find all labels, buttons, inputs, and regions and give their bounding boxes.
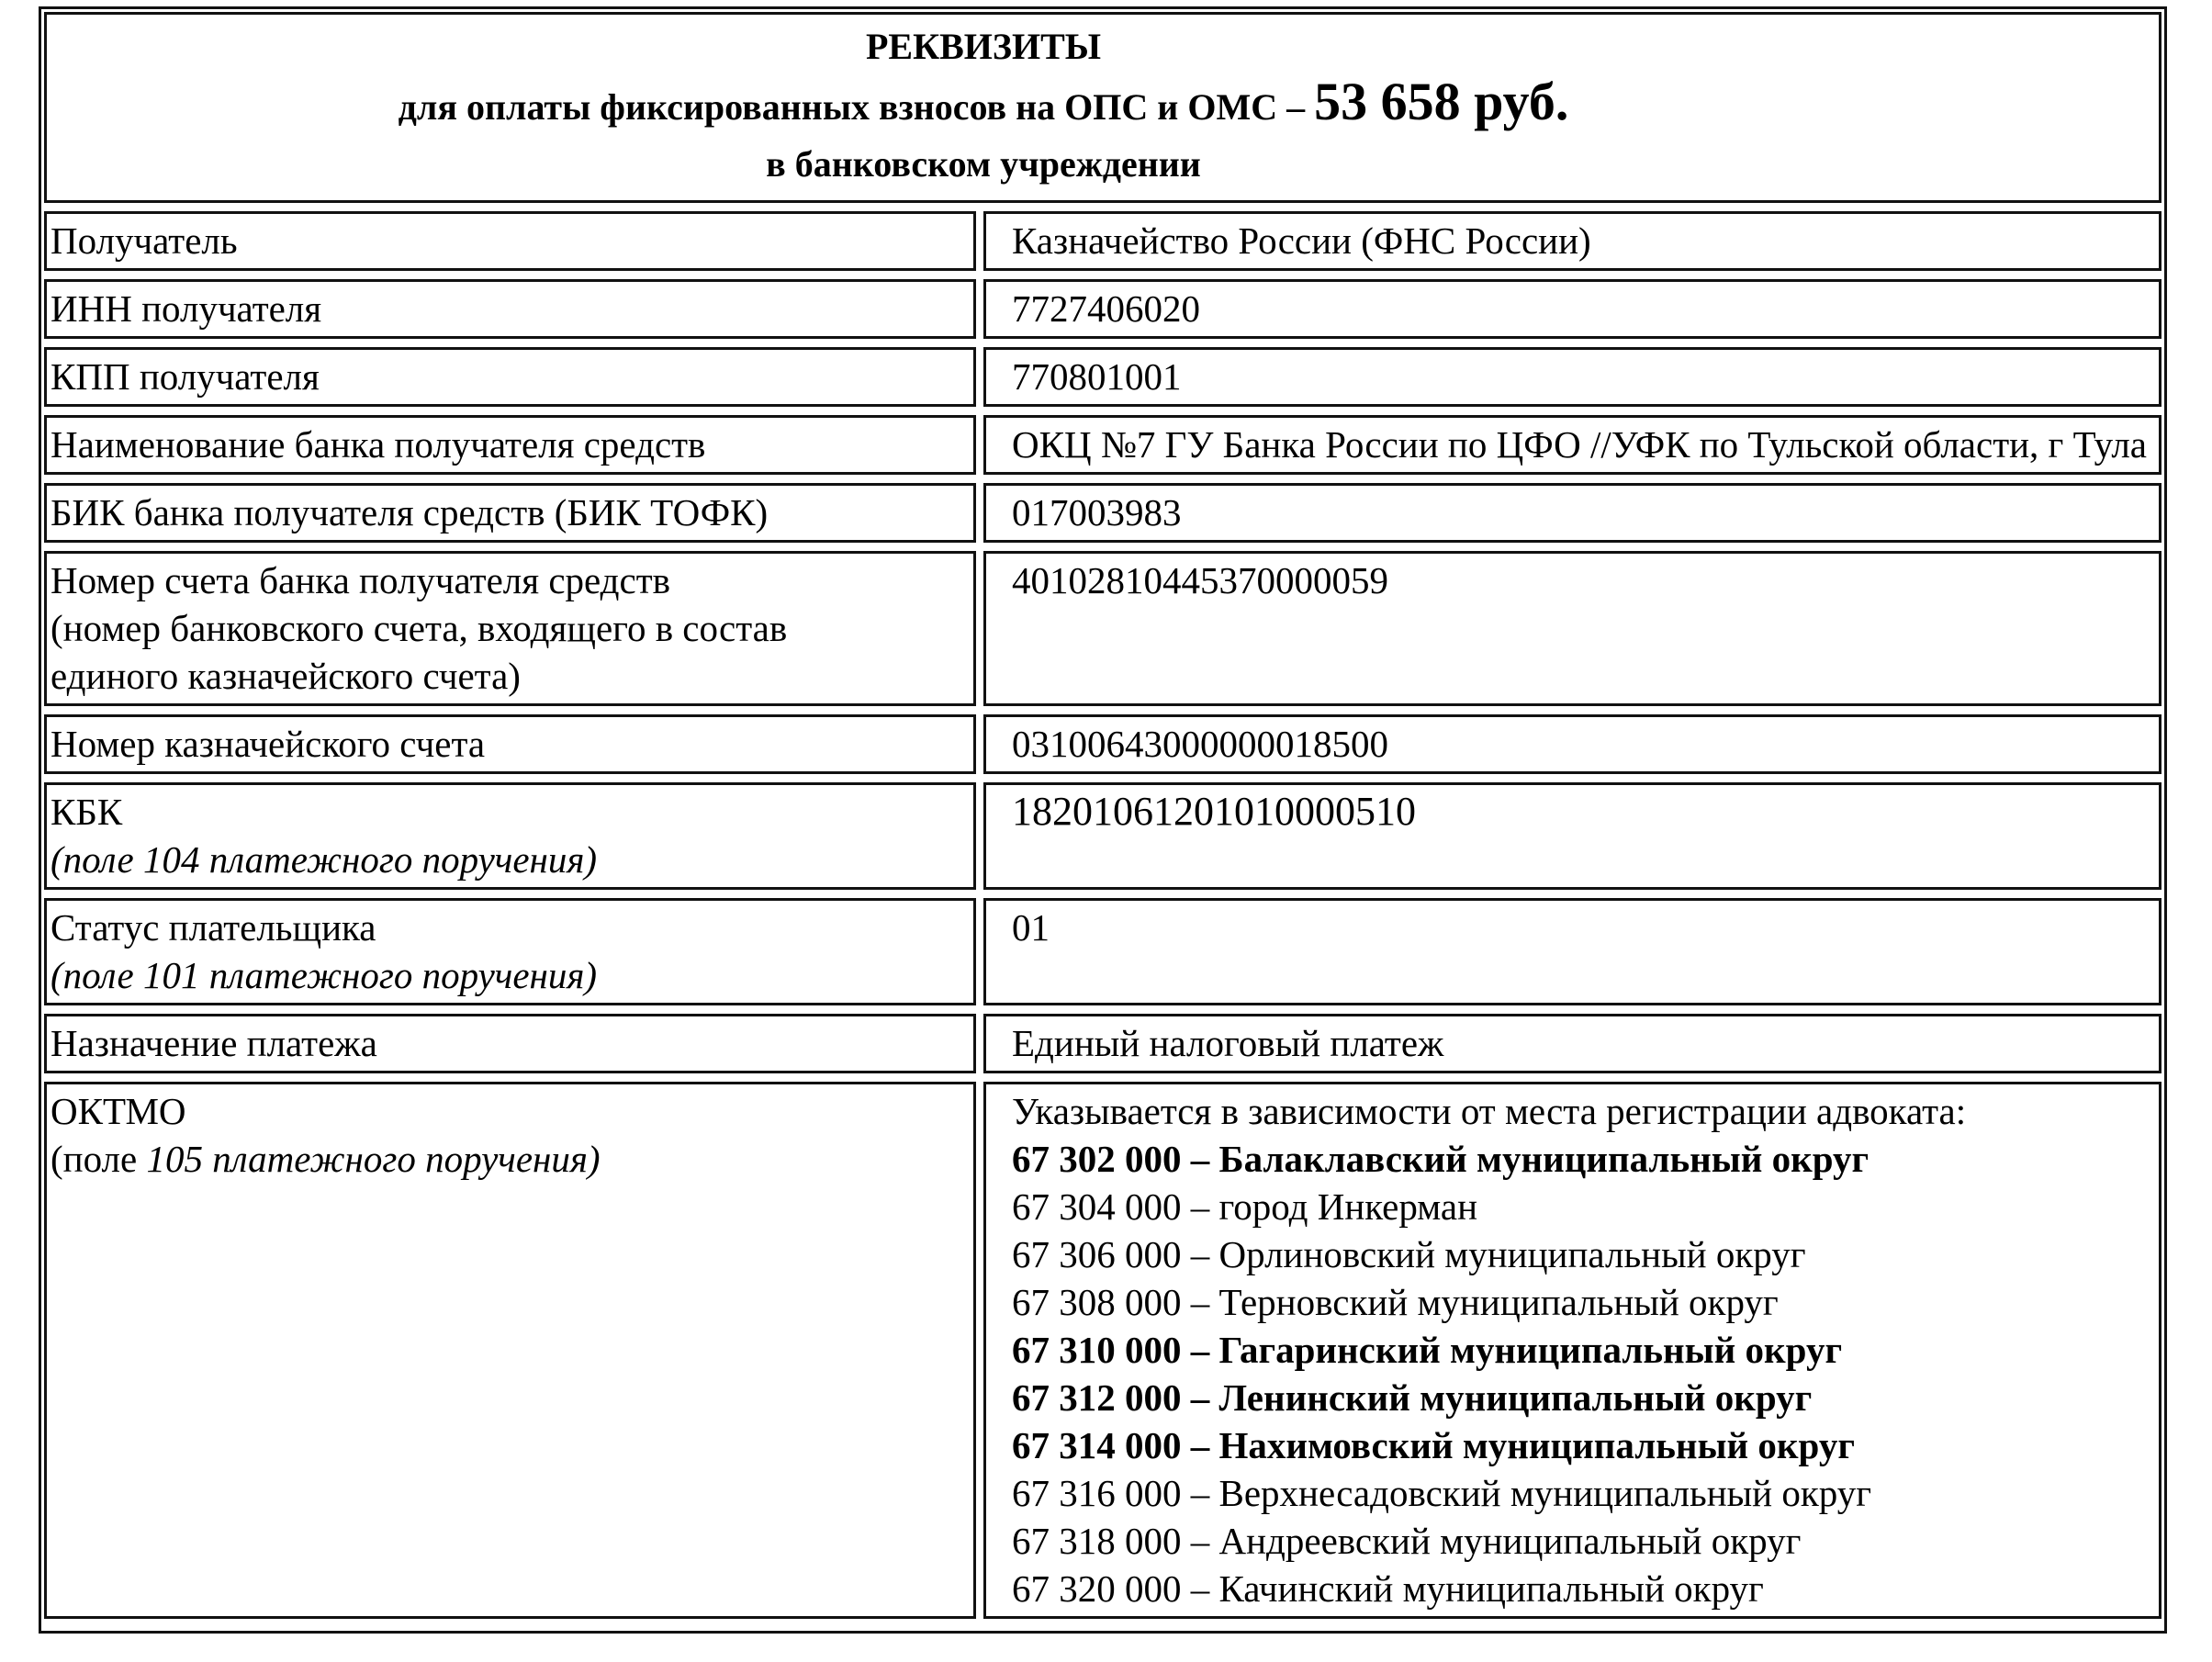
label-line: единого казначейского счета) [51,655,521,697]
amount: 53 658 руб. [1314,72,1569,131]
oktmo-item: 67 310 000 – Гагаринский муниципальный округ [1012,1329,1843,1371]
row-label: КПП получателя [44,347,976,407]
table-row [44,279,2161,339]
oktmo-item: 67 316 000 – Верхнесадовский муниципальный округ [1012,1472,1872,1514]
table-row [44,782,2161,890]
row-value [983,1082,2161,1619]
oktmo-item: 67 312 000 – Ленинский муниципальный округ [1012,1376,1813,1419]
oktmo-item: 67 304 000 – город Инкерман [1012,1185,1478,1228]
row-value: 770801001 [983,347,2161,407]
table-row [44,714,2161,774]
row-value: Единый налоговый платеж [983,1014,2161,1073]
row-label: Номер казначейского счета [44,714,976,774]
oktmo-item: 67 308 000 – Терновский муниципальный округ [1012,1281,1779,1323]
table-row [44,1014,2161,1073]
table-row [44,211,2161,271]
row-value: 03100643000000018500 [983,714,2161,774]
row-value: 40102810445370000059 [983,551,2161,706]
row-label: Получатель [44,211,976,271]
table-row [44,551,2161,706]
row-label [44,1082,976,1619]
table-row [44,1082,2161,1619]
kbk-value: 18201061201010000510 [1012,789,1416,834]
label-line: Номер счета банка получателя средств [51,559,671,601]
oktmo-intro: Указывается в зависимости от места регистрации адвоката: [1012,1090,1967,1132]
title: РЕКВИЗИТЫ [865,26,1102,67]
label-line: КБК [51,791,123,833]
oktmo-item: 67 318 000 – Андреевский муниципальный округ [1012,1520,1802,1562]
label-line: (номер банковского счета, входящего в состав [51,607,788,649]
row-label [44,782,976,890]
requisites-table [44,4,2161,1627]
field-note: (поле 104 платежного поручения) [51,838,598,881]
row-label: Назначение платежа [44,1014,976,1073]
row-label: ИНН получателя [44,279,976,339]
table-row [44,483,2161,543]
oktmo-item: 67 306 000 – Орлиновский муниципальный округ [1012,1233,1806,1275]
row-value: Казначейство России (ФНС России) [983,211,2161,271]
row-value [983,782,2161,890]
row-label [44,898,976,1005]
table-row [44,415,2161,475]
subtitle-place: в банковском учреждении [766,143,1201,185]
oktmo-item: 67 320 000 – Качинский муниципальный округ [1012,1567,1764,1610]
table-header [44,12,2161,203]
field-note [51,1135,970,1183]
table-row [44,898,2161,1005]
note-prefix: (поле [51,1138,147,1180]
row-value: 017003983 [983,483,2161,543]
row-label [44,551,976,706]
label-line: ОКТМО [51,1090,186,1132]
subtitle-text: для оплаты фиксированных взносов на ОПС и ОМС – [398,86,1315,128]
row-value: 7727406020 [983,279,2161,339]
subtitle [47,73,1920,136]
label-line: Статус плательщика [51,906,376,949]
oktmo-item: 67 314 000 – Нахимовский муниципальный округ [1012,1424,1855,1466]
row-value: 01 [983,898,2161,1005]
row-label: БИК банка получателя средств (БИК ТОФК) [44,483,976,543]
oktmo-item: 67 302 000 – Балаклавский муниципальный округ [1012,1138,1870,1180]
row-label: Наименование банка получателя средств [44,415,976,475]
table-row [44,347,2161,407]
oktmo-list [1012,1135,2150,1612]
field-note: (поле 101 платежного поручения) [51,954,598,996]
row-value: ОКЦ №7 ГУ Банка России по ЦФО //УФК по Тульской области, г Тула [983,415,2161,475]
note-text: 105 платежного поручения) [146,1138,601,1180]
